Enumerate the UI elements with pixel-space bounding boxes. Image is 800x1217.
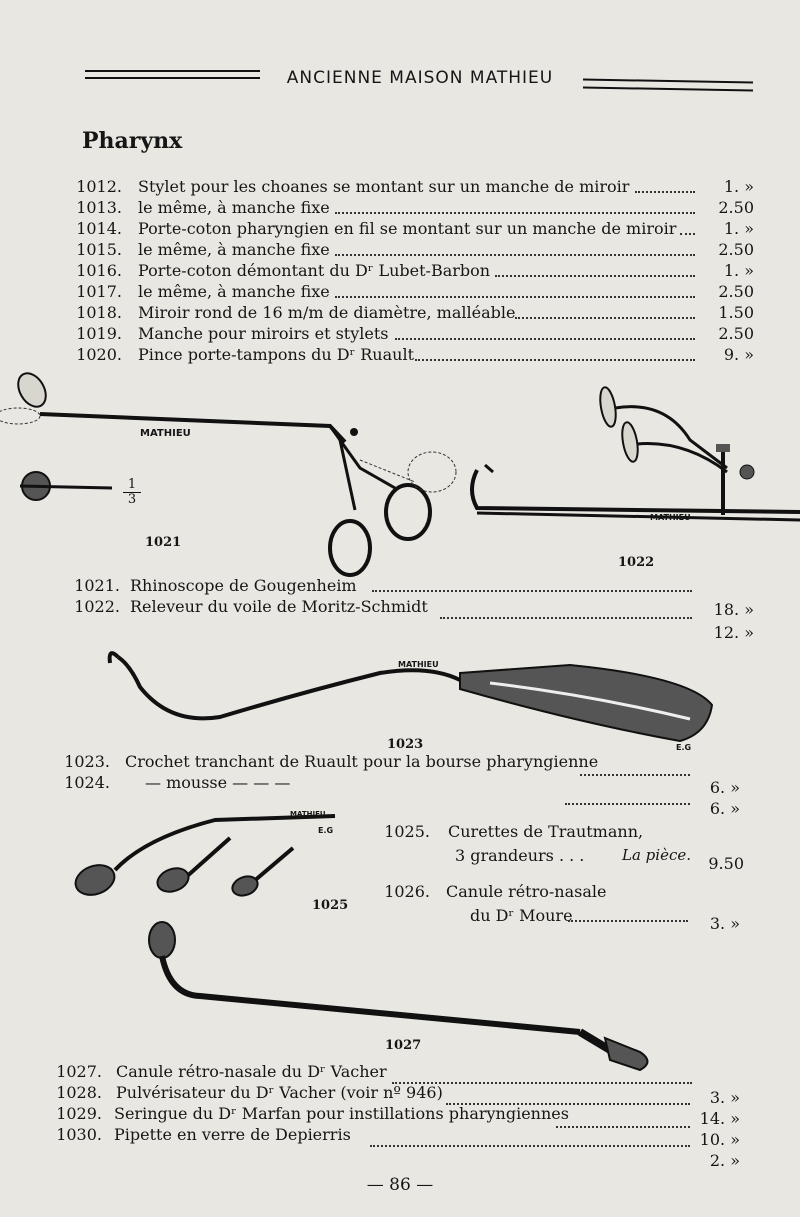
item-description: le même, à manche fixe [138,282,330,301]
engraving-mark: MATHIEU [650,513,691,522]
item-number: 1026. [384,882,430,901]
item-description: Porte-coton pharyngien en fil se montant sur un manche de miroir [138,219,677,238]
list-item [0,597,800,642]
item-description: Canule rétro-nasale du Dʳ Vacher [116,1062,387,1081]
header-rule-left-2 [85,77,260,79]
item-number: 1025. [384,822,430,841]
dot-leader [335,296,695,298]
item-price: 6. » [709,799,740,818]
item-price: 1. » [723,177,754,196]
item-description: le même, à manche fixe [138,198,330,217]
figure-label-1027: 1027 [385,1038,422,1053]
item-number: 1030. [56,1125,102,1144]
item-number: 1027. [56,1062,102,1081]
list-item [0,324,800,346]
item-description: Curettes de Trautmann, [448,822,644,841]
dot-leader [415,359,695,361]
list-item [0,1125,800,1170]
figure-label-1022: 1022 [618,555,655,570]
item-description: Pipette en verre de Depierris [114,1125,351,1144]
list-item-continuation [0,846,800,873]
list-item [0,177,800,199]
item-description: Pulvérisateur du Dʳ Vacher (voir nº 946) [116,1083,443,1102]
item-number: 1022. [74,597,120,616]
engraving-mark: MATHIEU [140,428,191,439]
item-unit: La pièce. [622,846,691,864]
item-number: 1017. [76,282,122,301]
item-price: 9.50 [708,854,744,873]
item-description: le même, à manche fixe [138,240,330,259]
engraving-mark: MATHIEU [290,810,326,818]
item-description: 3 grandeurs . . . [455,846,585,865]
header-rule-left [85,70,260,72]
item-description: Seringue du Dʳ Marfan pour instillations pharyngiennes [114,1104,569,1123]
list-item [0,282,800,304]
scale-fraction [123,478,141,507]
list-item [0,303,800,325]
item-description: Releveur du voile de Moritz-Schmidt [130,597,428,616]
section-title: Pharynx [82,128,183,154]
item-description: — mousse — — — [145,773,291,792]
item-price: 18. » [713,600,754,619]
item-number: 1013. [76,198,122,217]
dot-leader [515,317,695,319]
item-description: Manche pour miroirs et stylets [138,324,389,343]
item-price: 12. » [713,623,754,642]
list-item [0,261,800,283]
item-description: du Dʳ Moure [470,906,573,925]
item-description: Pince porte-tampons du Dʳ Ruault [138,345,414,364]
dot-leader [372,590,692,592]
item-description: Porte-coton démontant du Dʳ Lubet-Barbon [138,261,491,280]
item-number: 1029. [56,1104,102,1123]
header-title: ANCIENNE MAISON MATHIEU [286,68,554,88]
item-number: 1019. [76,324,122,343]
list-item [0,198,800,220]
item-description: Rhinoscope de Gougenheim [130,576,357,595]
item-number: 1023. [64,752,110,771]
header-rule-right-2 [583,87,753,92]
engraving-mark: MATHIEU [398,660,439,669]
item-description: Stylet pour les choanes se montant sur un manche de miroir [138,177,630,196]
list-item [0,219,800,241]
item-price: 2.50 [718,240,754,259]
cannula-illustration [140,920,660,1080]
palate-retractor-illustration [465,380,800,540]
item-price: 2.50 [718,198,754,217]
item-number: 1016. [76,261,122,280]
item-price: 14. » [699,1109,740,1128]
header-rule-right [583,79,753,84]
item-price: 3. » [709,914,740,933]
item-number: 1028. [56,1083,102,1102]
figure-label-1021: 1021 [145,535,182,550]
item-price: 1. » [723,261,754,280]
item-number: 1015. [76,240,122,259]
item-price: 2.50 [718,324,754,343]
item-price: 10. » [699,1130,740,1149]
scale-denominator: 3 [127,492,137,507]
item-description: Crochet tranchant de Ruault pour la bourse pharyngienne [125,752,599,771]
list-item [0,882,800,904]
item-price: 1.50 [718,303,754,322]
item-price: 6. » [709,778,740,797]
dot-leader [440,617,692,619]
dot-leader [565,803,690,805]
list-item [0,240,800,262]
item-number: 1014. [76,219,122,238]
list-item [0,345,800,367]
item-description: Canule rétro-nasale [446,882,607,901]
engraving-mark: E.G [676,743,692,752]
item-price: 9. » [723,345,754,364]
scale-numerator: 1 [123,478,141,493]
figure-label-1023: 1023 [387,737,424,752]
item-price: 3. » [709,1088,740,1107]
item-description: Miroir rond de 16 m/m de diamètre, malléable [138,303,516,322]
item-number: 1020. [76,345,122,364]
item-number: 1024. [64,773,110,792]
page-number: — 86 — [366,1175,434,1195]
item-price: 2. » [709,1151,740,1170]
dot-leader [495,275,695,277]
engraving-mark: E.G [318,826,334,835]
figure-label-1025: 1025 [312,898,349,913]
rhinoscope-illustration [0,370,470,590]
item-number: 1018. [76,303,122,322]
dot-leader [370,1145,690,1147]
dot-leader [335,254,695,256]
dot-leader [395,338,695,340]
dot-leader [335,212,695,214]
dot-leader [635,191,695,193]
item-price: 1. » [723,219,754,238]
list-item [0,822,800,844]
item-number: 1021. [74,576,120,595]
item-number: 1012. [76,177,122,196]
item-price: 2.50 [718,282,754,301]
